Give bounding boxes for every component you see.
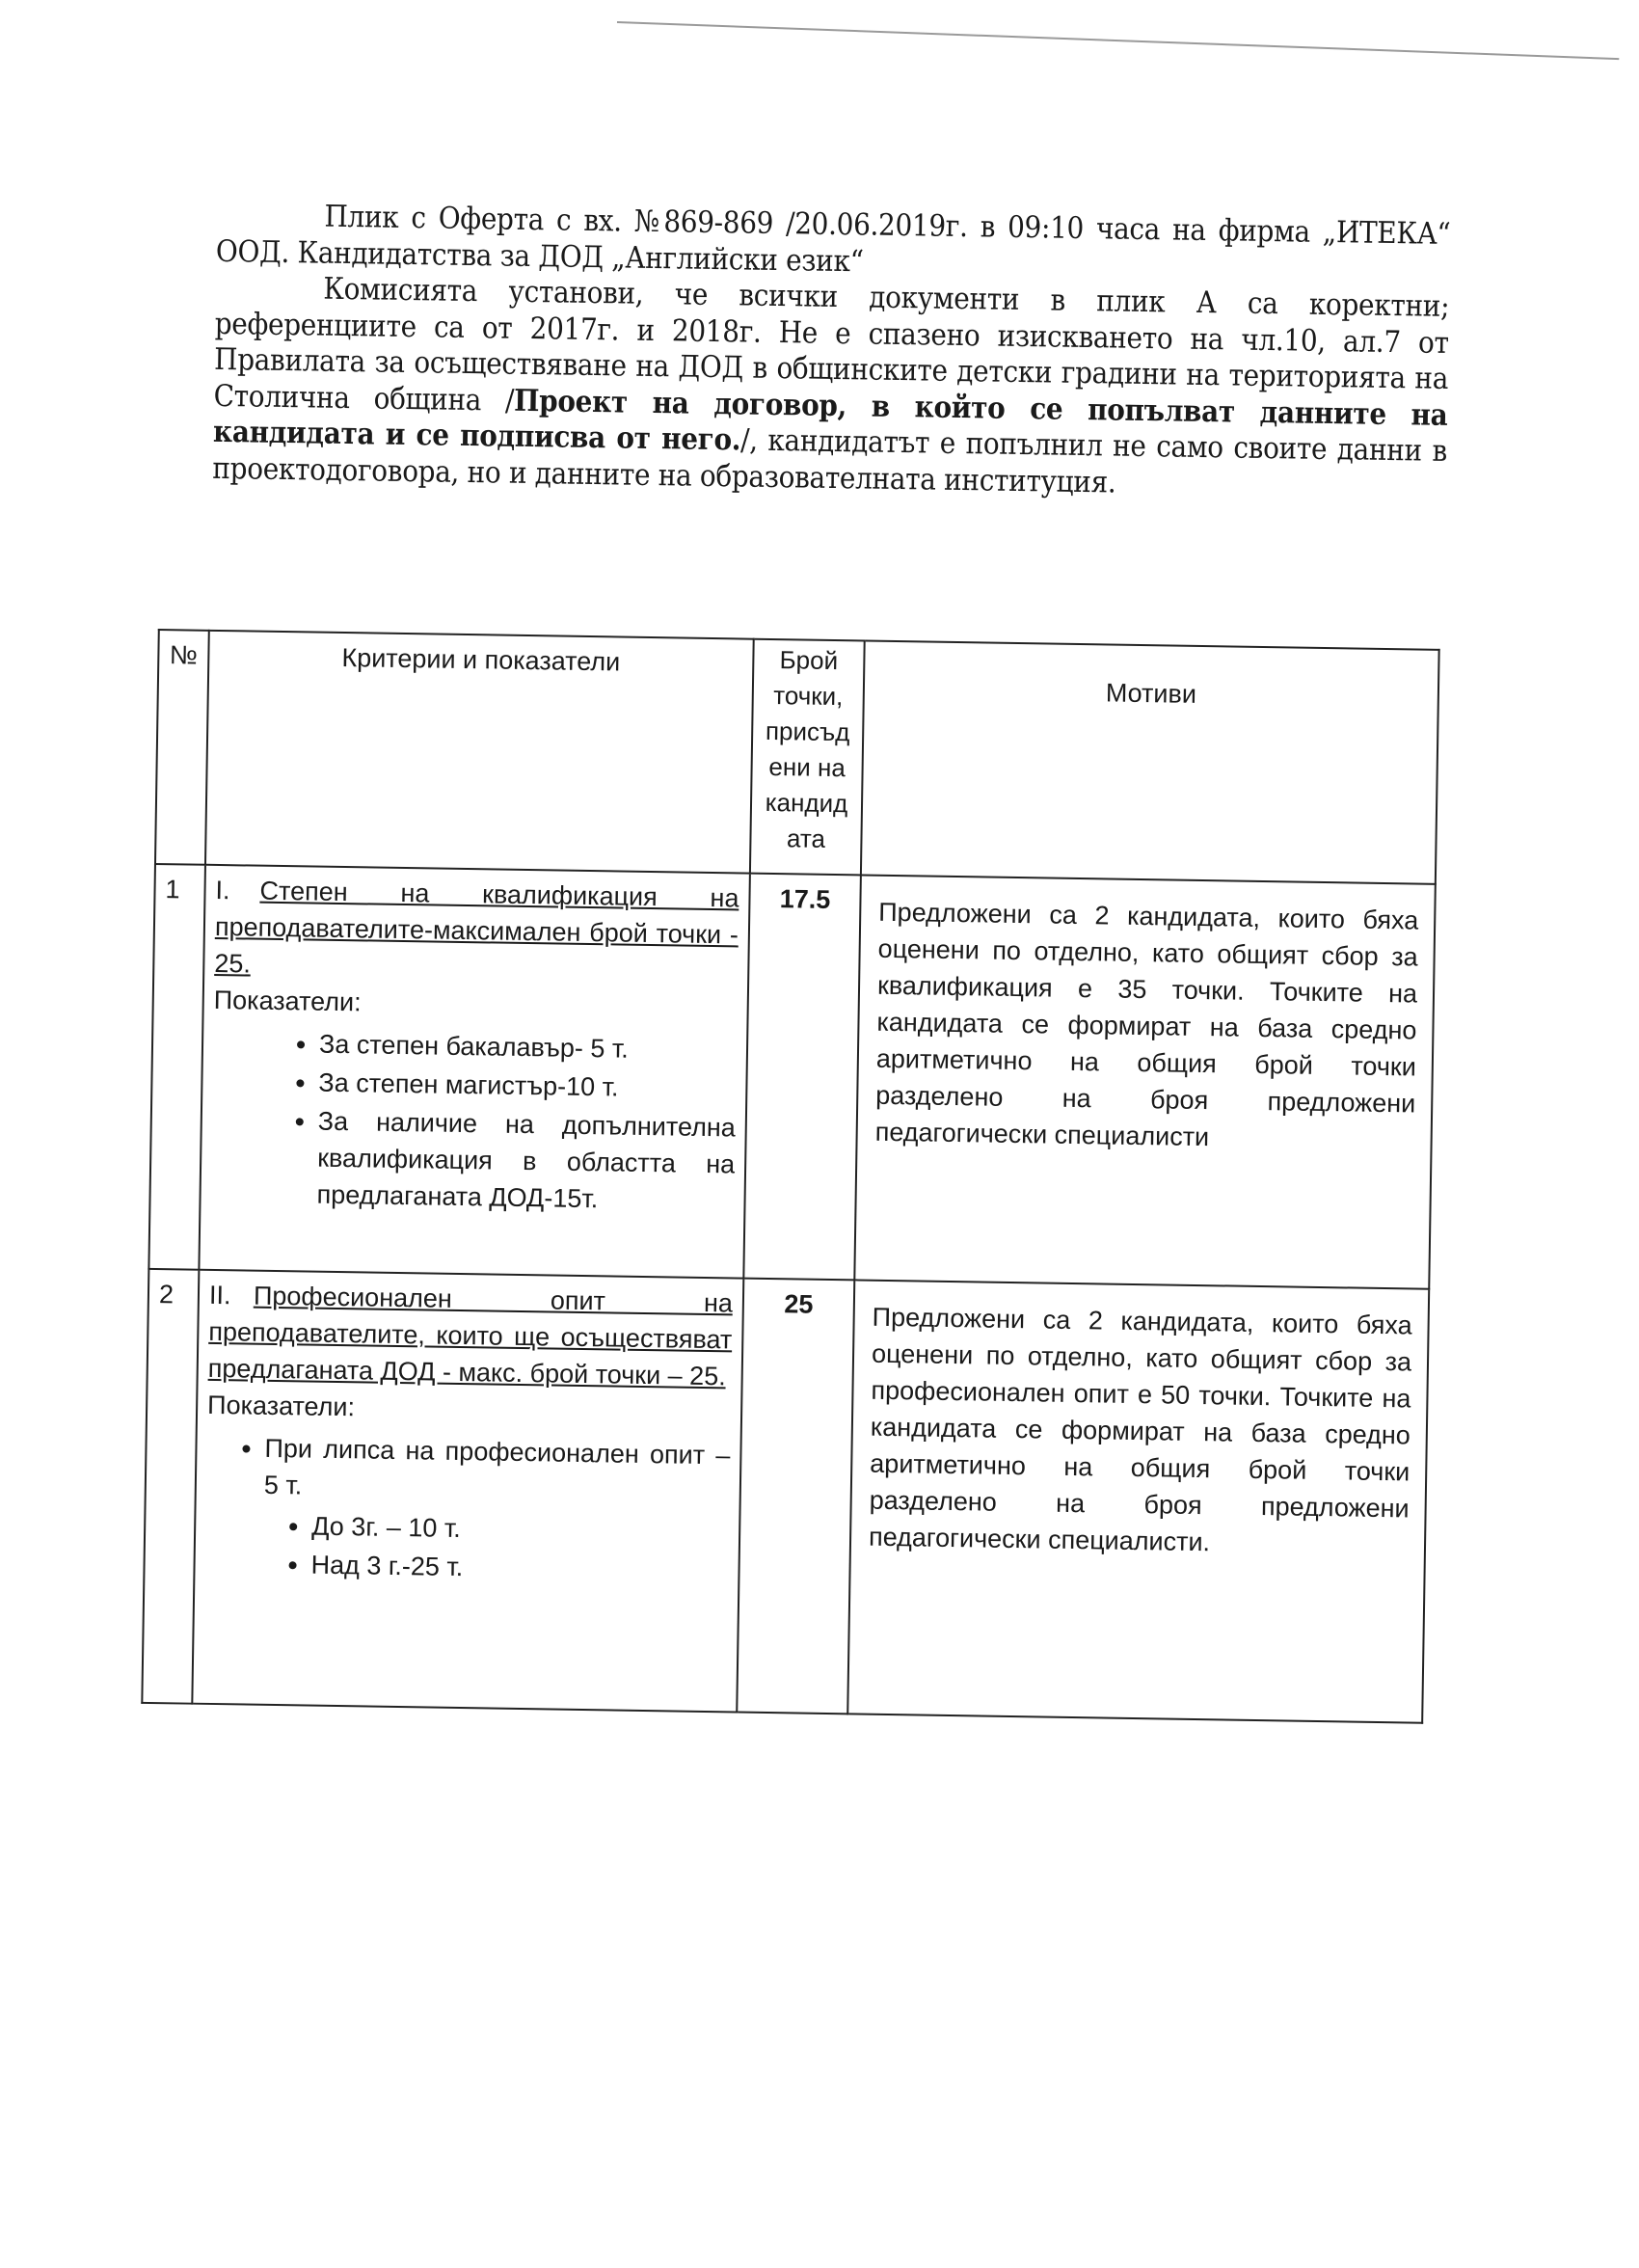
commission-paragraph xyxy=(212,270,1449,506)
criterion-roman: I. xyxy=(215,875,230,905)
points-cell: 25 xyxy=(737,1279,854,1714)
row-number: 1 xyxy=(148,864,205,1270)
motive-cell: Предложени са 2 кандидата, които бяха оценени по отделно, като общият сбор за квалификация е 35 точки. Точките на кандидата се формират на база средно аритметично на общия брой точки разделено на броя предложени педагогически специалисти xyxy=(854,875,1436,1288)
intro-text xyxy=(212,198,1451,506)
header-criteria: Критерии и показатели xyxy=(205,631,754,874)
offer-paragraph: Плик с Оферта с вх. №869-869 /20.06.2019г. в 09:10 часа на фирма „ИТЕКА“ ООД. Кандидатства за ДОД „Английски език“ xyxy=(215,199,1451,279)
row-number: 2 xyxy=(142,1269,199,1704)
criteria-table xyxy=(141,629,1439,1724)
indicator-item: • За наличие на допълнителна квалификация в областта на предлаганата ДОД-15т. xyxy=(316,1103,736,1220)
indicator-item: • Над 3 г.-25 т. xyxy=(310,1547,729,1590)
points-cell: 17.5 xyxy=(743,874,861,1281)
criterion-title xyxy=(214,872,739,990)
indicators-label: Показатели: xyxy=(213,985,362,1017)
criterion-title-text: Степен на квалификация на преподавателите-максимален брой точки - 25. xyxy=(214,876,739,979)
indicator-item: • За степен бакалавър- 5 т. xyxy=(319,1026,738,1069)
commission-text-end: /, кандидатът е попълнил не само своите данни в проектодоговора, но и данните на образователната институция. xyxy=(212,422,1448,500)
indicator-item: • За степен магистър-10 т. xyxy=(318,1065,737,1108)
sub-indicator-list xyxy=(204,1506,729,1590)
criteria-cell xyxy=(199,865,750,1279)
commission-text-bold: Проект на договор, в който се попълват данните на кандидата и се подписва от него. xyxy=(212,383,1448,458)
table-header-row xyxy=(155,630,1439,884)
header-points: Брой точки, присъд ени на кандид ата xyxy=(750,639,865,876)
table-row xyxy=(148,864,1435,1289)
indicator-item: • При липса на професионален опит – 5 т. xyxy=(264,1430,731,1511)
indicator-list xyxy=(210,1024,737,1220)
criteria-cell xyxy=(192,1270,743,1713)
commission-text-start: Комисията установи, че всички документи в плик А са коректни; референциите са от 2017г. и 2018г. Не е спазено изискването на чл.10, ал.7 от Правилата за осъществяване на ДОД в общинските детски градини на територията на Столична община / xyxy=(213,271,1450,418)
criterion-roman: II. xyxy=(208,1280,231,1310)
header-motives: Мотиви xyxy=(861,640,1439,883)
criterion-title xyxy=(207,1277,733,1395)
indicator-list xyxy=(206,1429,731,1511)
table-row xyxy=(142,1269,1429,1723)
header-number: № xyxy=(155,630,209,865)
indicator-item: • До 3г. – 10 т. xyxy=(311,1508,730,1552)
indicators-label: Показатели: xyxy=(206,1390,356,1422)
criterion-title-text: Професионален опит на преподавателите, които ще осъществяват предлаганата ДОД - макс. брой точки – 25. xyxy=(207,1281,734,1391)
motive-cell: Предложени са 2 кандидата, които бяха оценени по отделно, като общият сбор за професионален опит е 50 точки. Точките на кандидата се формират на база средно аритметично на общия брой точки разделено на броя предложени педагогически специалисти. xyxy=(847,1280,1429,1722)
